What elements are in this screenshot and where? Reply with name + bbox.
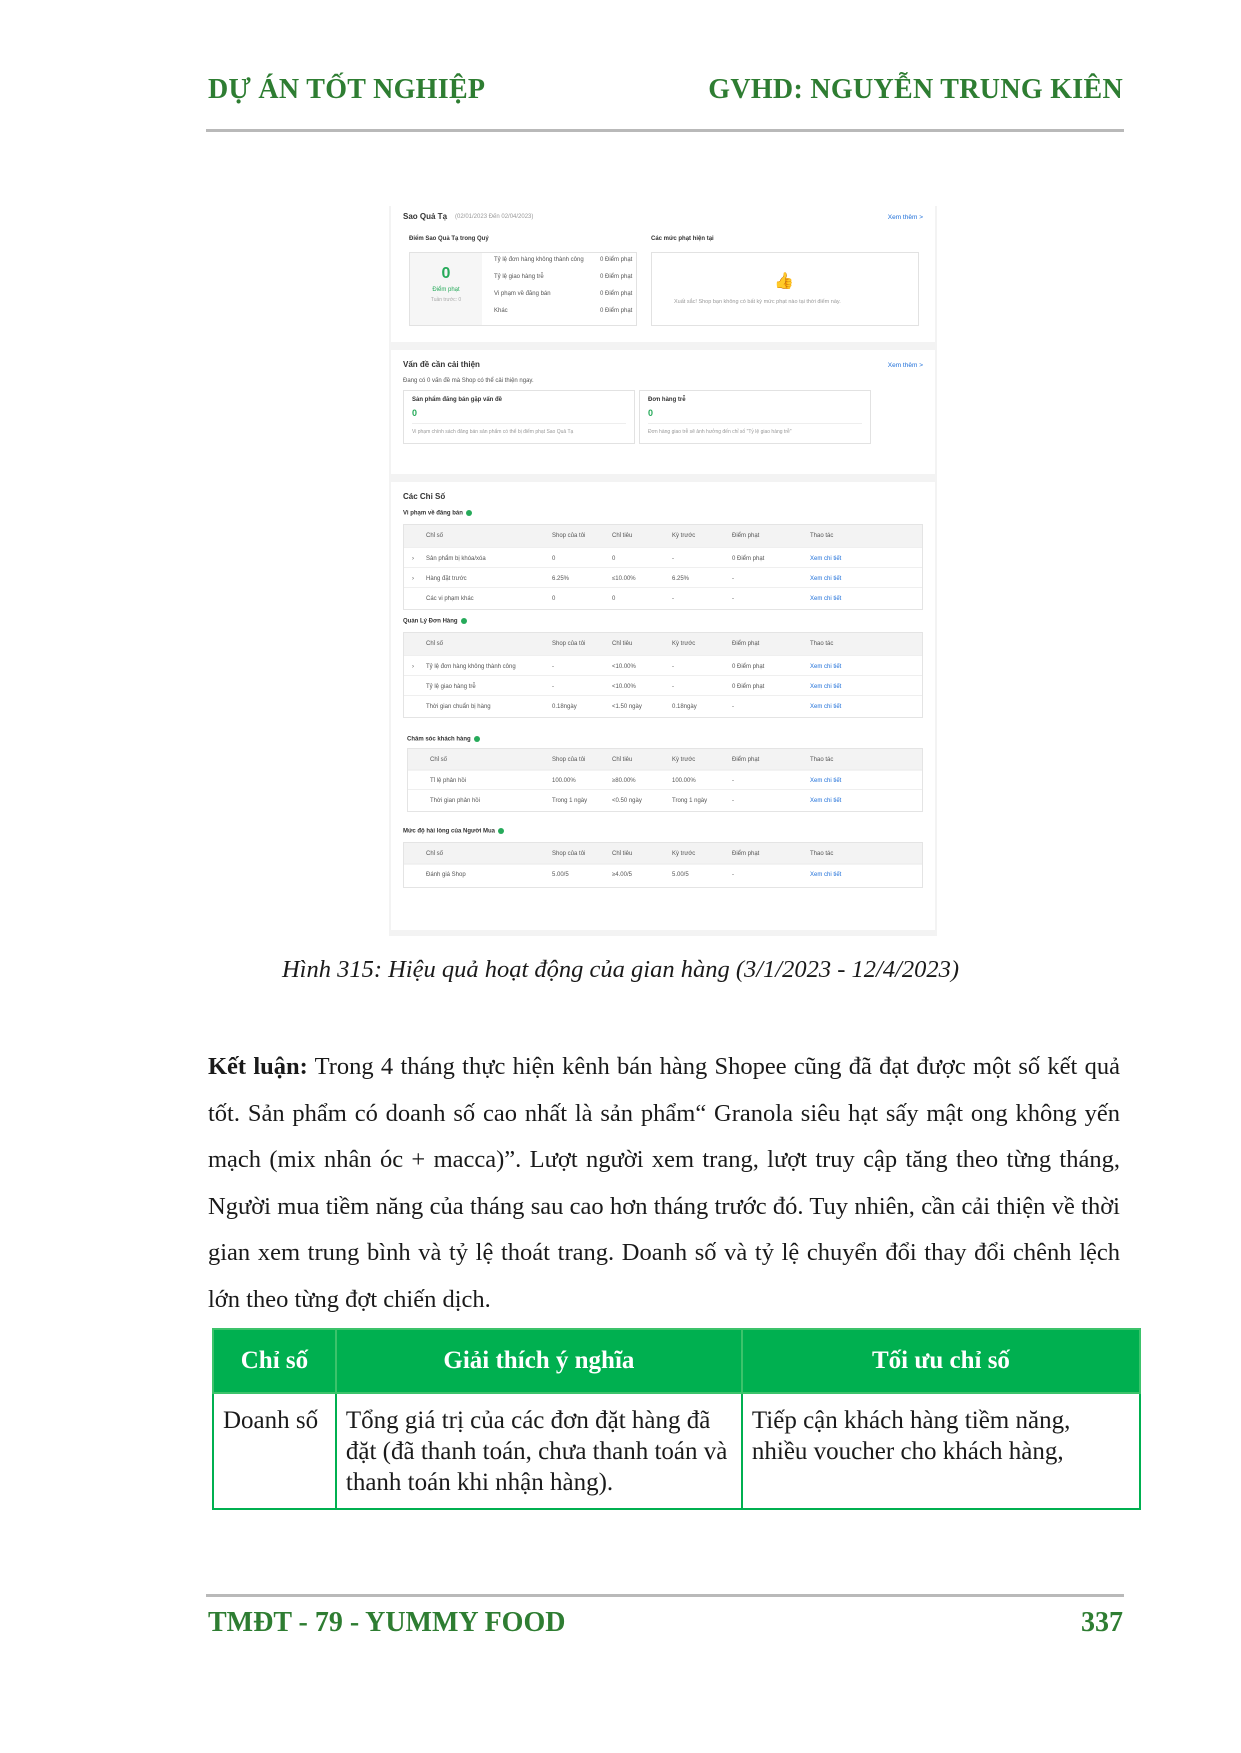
metrics-table-listing	[403, 524, 923, 610]
info-icon	[474, 736, 480, 742]
figure-caption: Hình 315: Hiệu quả hoạt động của gian hàng (3/1/2023 - 12/4/2023)	[281, 956, 960, 983]
view-detail-link[interactable]: Xem chi tiết	[810, 576, 842, 582]
metric-meaning-cell: Tổng giá trị của các đơn đặt hàng đã đặt (đã thanh toán, chưa thanh toán và thanh toán khi nhận hàng).	[336, 1393, 742, 1509]
listing-issues-title: Sản phẩm đăng bán gặp vấn đề	[412, 397, 503, 403]
table-header: Chỉ số Shop của tôi Chỉ tiêu Kỳ trước Điểm phạt Thao tác	[408, 749, 922, 771]
header-divider	[206, 129, 1124, 132]
table-header: Chỉ số Shop của tôi Chỉ tiêu Kỳ trước Điểm phạt Thao tác	[404, 525, 922, 547]
breakdown-label: Tỷ lệ giao hàng trễ	[494, 274, 544, 280]
column-header: Chỉ số	[213, 1329, 336, 1393]
last-period-label: Tuần trước: 0	[430, 297, 462, 303]
table-row: › Sản phẩm bị khóa/xóa 0 0 - 0 Điểm phạt Xem chi tiết	[404, 547, 922, 572]
penalty-card	[391, 206, 935, 342]
total-points-panel	[410, 253, 482, 325]
issues-title: Vấn đề cần cải thiện	[403, 360, 480, 369]
breakdown-value: 0 Điểm phạt	[600, 291, 633, 297]
listing-issues-box[interactable]	[403, 390, 635, 444]
view-detail-link[interactable]: Xem chi tiết	[810, 872, 842, 878]
metric-optimization-cell: Tiếp cận khách hàng tiềm năng, nhiều voucher cho khách hàng,	[742, 1393, 1140, 1509]
view-detail-link[interactable]: Xem chi tiết	[810, 798, 842, 804]
issues-view-more-link[interactable]: Xem thêm >	[887, 362, 923, 369]
view-detail-link[interactable]: Xem chi tiết	[810, 664, 842, 670]
metrics-title: Các Chỉ Số	[403, 492, 446, 501]
section-title-customer-care: Chăm sóc khách hàng	[407, 736, 480, 743]
total-points-label: Điểm phạt	[432, 287, 460, 293]
section-title-listing: Vi phạm về đăng bán	[403, 510, 472, 517]
penalty-date-range: (02/01/2023 Đến 02/04/2023)	[455, 214, 534, 220]
table-header-row	[213, 1329, 1140, 1393]
listing-issues-count: 0	[412, 408, 418, 418]
view-detail-link[interactable]: Xem chi tiết	[810, 704, 842, 710]
info-icon	[466, 510, 472, 516]
metrics-table-customer-care	[407, 748, 923, 812]
conclusion-text: Trong 4 tháng thực hiện kênh bán hàng Shopee cũng đã đạt được một số kết quả tốt. Sản phẩm có doanh số cao nhất là sản phẩm“ Granola siêu hạt sấy mật ong không yến mạch (mix nhân óc + macca)”. Lượt người xem trang, lượt truy cập tăng theo từng tháng, Người mua tiềm năng của tháng sau cao hơn tháng trước đó. Tuy nhiên, cần cải thiện về thời gian xem trung bình và tỷ lệ thoát trang. Doanh số và tỷ lệ chuyển đổi thay đổi chênh lệch lớn theo từng đợt chiến dịch.	[208, 1053, 1120, 1313]
section-title-satisfaction: Mức độ hài lòng của Người Mua	[403, 828, 504, 835]
current-levels-title: Các mức phạt hiện tại	[651, 236, 714, 242]
breakdown-label: Vi phạm về đăng bán	[494, 291, 551, 297]
table-row: Tỉ lệ phản hồi 100.00% ≥80.00% 100.00% - Xem chi tiết	[408, 769, 922, 794]
expand-chevron-icon[interactable]: ›	[412, 664, 414, 670]
expand-chevron-icon[interactable]: ›	[412, 576, 414, 582]
metrics-explanation-table	[212, 1328, 1141, 1510]
conclusion-paragraph	[208, 1044, 1120, 1323]
view-detail-link[interactable]: Xem chi tiết	[810, 684, 842, 690]
breakdown-value: 0 Điểm phạt	[600, 257, 633, 263]
table-row: › Tỷ lệ đơn hàng không thành công - <10.00% - 0 Điểm phạt Xem chi tiết	[404, 655, 922, 680]
penalty-view-more-link[interactable]: Xem thêm >	[887, 214, 923, 221]
table-row: Đánh giá Shop 5.00/5 ≥4.00/5 5.00/5 - Xem chi tiết	[404, 863, 922, 888]
penalty-points-box	[409, 252, 637, 326]
table-row: Các vi phạm khác 0 0 - - Xem chi tiết	[404, 587, 922, 612]
info-icon	[498, 828, 504, 834]
table-row: Tỷ lệ giao hàng trễ - <10.00% - 0 Điểm phạt Xem chi tiết	[404, 675, 922, 700]
listing-issues-note: Vi phạm chính sách đăng bán sản phẩm có thể bị điểm phạt Sao Quả Tạ	[412, 429, 574, 435]
header-supervisor: GVHD: NGUYỄN TRUNG KIÊN	[708, 74, 1123, 105]
table-row: Thời gian phản hồi Trong 1 ngày <0.50 ngày Trong 1 ngày - Xem chi tiết	[408, 789, 922, 814]
table-row: › Hàng đặt trước 6.25% ≤10.00% 6.25% - Xem chi tiết	[404, 567, 922, 592]
metric-name-cell: Doanh số	[213, 1393, 336, 1509]
metrics-table-satisfaction	[403, 842, 923, 888]
header-project-title: DỰ ÁN TỐT NGHIỆP	[208, 74, 486, 105]
metrics-table-orders	[403, 632, 923, 718]
issues-subtitle: Đang có 0 vấn đề mà Shop có thể cải thiện ngay.	[403, 378, 534, 384]
column-header: Tối ưu chỉ số	[742, 1329, 1140, 1393]
current-levels-box	[651, 252, 919, 326]
shop-performance-screenshot	[389, 206, 937, 936]
expand-chevron-icon[interactable]: ›	[412, 556, 414, 562]
table-row: Thời gian chuẩn bị hàng 0.18ngày <1.50 ngày 0.18ngày - Xem chi tiết	[404, 695, 922, 720]
column-header: Giải thích ý nghĩa	[336, 1329, 742, 1393]
breakdown-value: 0 Điểm phạt	[600, 308, 633, 314]
page-number: 337	[1081, 1607, 1123, 1638]
penalty-title: Sao Quả Tạ	[403, 212, 448, 221]
table-header: Chỉ số Shop của tôi Chỉ tiêu Kỳ trước Điểm phạt Thao tác	[404, 633, 922, 655]
footer-divider	[206, 1594, 1124, 1597]
late-orders-title: Đơn hàng trễ	[648, 397, 686, 403]
late-orders-count: 0	[648, 408, 654, 418]
table-header: Chỉ số Shop của tôi Chỉ tiêu Kỳ trước Điểm phạt Thao tác	[404, 843, 922, 865]
conclusion-label: Kết luận:	[208, 1053, 308, 1080]
breakdown-label: Khác	[494, 308, 508, 314]
table-row	[213, 1393, 1140, 1509]
penalty-points-title: Điểm Sao Quả Tạ trong Quý	[409, 236, 489, 242]
footer-project-name: TMĐT - 79 - YUMMY FOOD	[208, 1607, 566, 1638]
thumbs-up-icon: 👍	[774, 273, 794, 290]
total-points-value: 0	[441, 265, 451, 282]
metrics-card	[391, 482, 935, 930]
late-orders-box[interactable]	[639, 390, 871, 444]
view-detail-link[interactable]: Xem chi tiết	[810, 596, 842, 602]
late-orders-note: Đơn hàng giao trễ sẽ ảnh hưởng đến chỉ số "Tỷ lệ giao hàng trễ"	[648, 429, 792, 435]
section-title-orders: Quản Lý Đơn Hàng	[403, 618, 467, 625]
info-icon	[461, 618, 467, 624]
view-detail-link[interactable]: Xem chi tiết	[810, 556, 842, 562]
empty-penalty-text: Xuất sắc! Shop bạn không có bất kỳ mức phạt nào tại thời điểm này.	[674, 299, 841, 305]
issues-card	[391, 350, 935, 474]
breakdown-label: Tỷ lệ đơn hàng không thành công	[494, 257, 584, 263]
view-detail-link[interactable]: Xem chi tiết	[810, 778, 842, 784]
breakdown-value: 0 Điểm phạt	[600, 274, 633, 280]
